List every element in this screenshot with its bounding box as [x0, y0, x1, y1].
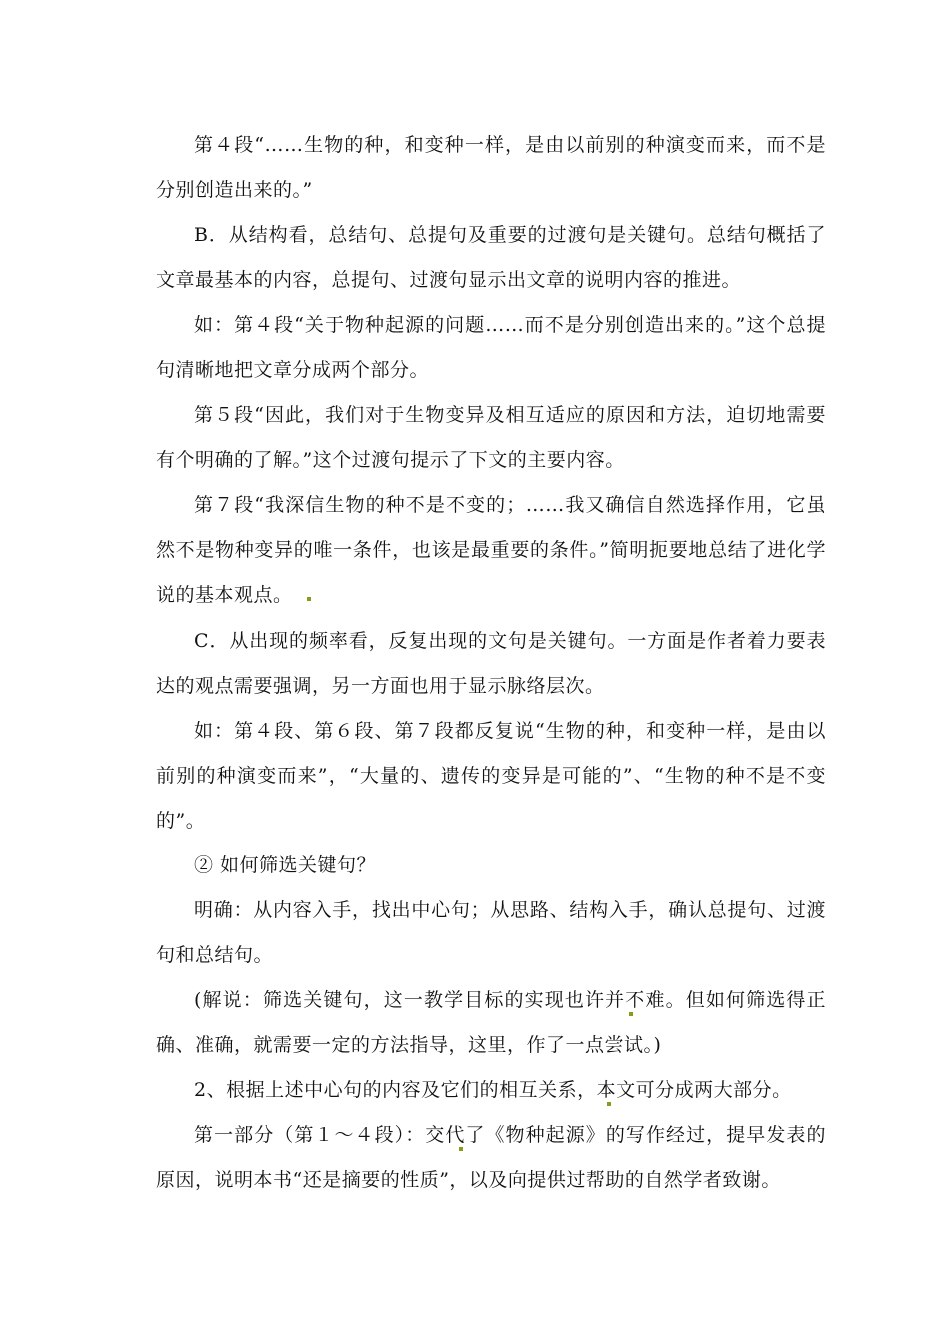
- paragraph: 明确：从内容入手，找出中心句；从思路、结构入手，确认总提句、过渡句和总结句。: [156, 899, 826, 966]
- marker-dot: [629, 1012, 633, 1016]
- paragraph: 第５段“因此，我们对于生物变异及相互适应的原因和方法，迫切地需要有个明确的了解。”这个过渡句提示了下文的主要内容。: [156, 404, 826, 471]
- paragraph: B．从结构看，总结句、总提句及重要的过渡句是关键句。总结句概括了文章最基本的内容，总提句、过渡句显示出文章的说明内容的推进。: [156, 224, 826, 291]
- paragraph: 第７段“我深信生物的种不是不变的；……我又确信自然选择作用，它虽然不是物种变异的唯一条件，也该是最重要的条件。”简明扼要地总结了进化学说的基本观点。: [156, 494, 826, 606]
- marker-dot: [607, 1102, 611, 1106]
- paragraph: C．从出现的频率看，反复出现的文句是关键句。一方面是作者着力要表达的观点需要强调，另一方面也用于显示脉络层次。: [156, 630, 826, 697]
- marker-dot: [307, 597, 311, 601]
- paragraph: 如：第４段、第６段、第７段都反复说“生物的种，和变种一样，是由以前别的种演变而来”，“大量的、遗传的变异是可能的”、“生物的种不是不变的”。: [156, 720, 826, 832]
- paragraph: 第４段“……生物的种，和变种一样，是由以前别的种演变而来，而不是分别创造出来的。”: [156, 134, 826, 201]
- paragraph: 如：第４段“关于物种起源的问题……而不是分别创造出来的。”这个总提句清晰地把文章分成两个部分。: [156, 314, 826, 381]
- paragraph: ② 如何筛选关键句？: [194, 854, 377, 876]
- paragraph: (解说：筛选关键句，这一教学目标的实现也许并不难。但如何筛选得正确、准确，就需要一定的方法指导，这里，作了一点尝试。): [156, 989, 826, 1056]
- marker-dot: [459, 1147, 463, 1151]
- paragraph: 2、根据上述中心句的内容及它们的相互关系，本文可分成两大部分。: [194, 1079, 792, 1101]
- paragraph: 第一部分（第１～４段）：交代了《物种起源》的写作经过，提早发表的原因，说明本书“还是摘要的性质”，以及向提供过帮助的自然学者致谢。: [156, 1124, 826, 1191]
